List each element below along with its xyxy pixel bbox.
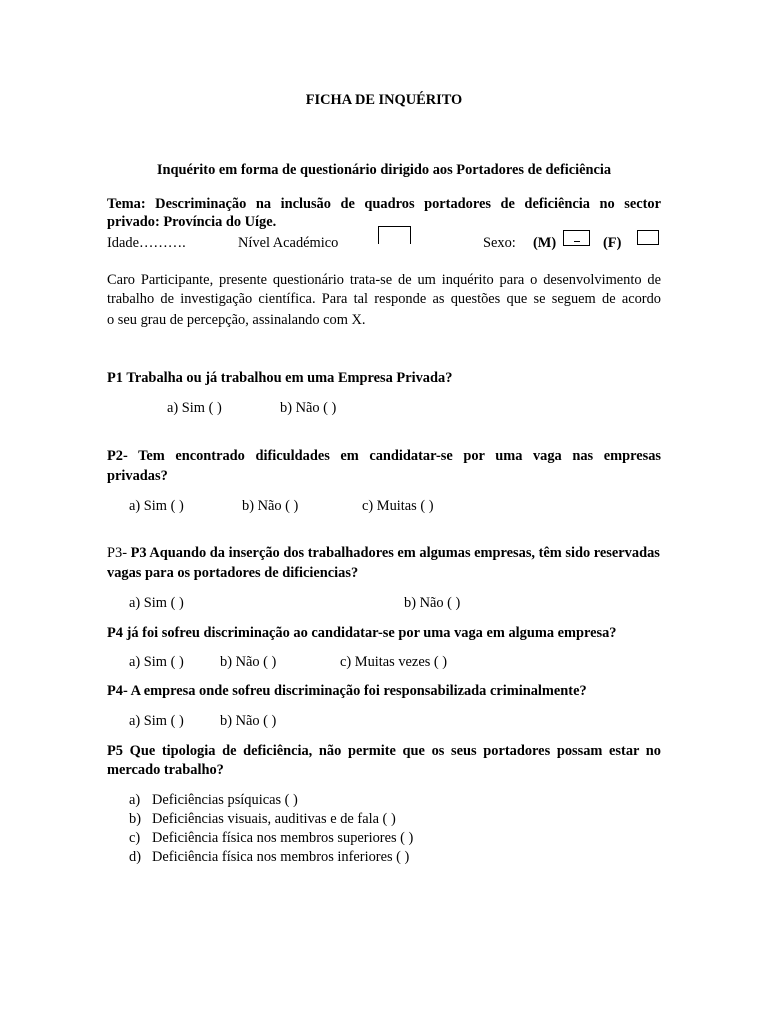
p3-question-text: P3 Aquando da inserção dos trabalhadores em algumas empresas, têm sido reservadas bbox=[130, 545, 660, 561]
female-checkbox[interactable] bbox=[637, 230, 659, 245]
p5-question-line-1: P5 Que tipologia de deficiência, não permite que os seus portadores possam estar no bbox=[107, 743, 661, 759]
nivel-academico-label: Nível Académico bbox=[238, 235, 339, 251]
p1-option-a[interactable]: a) Sim ( ) bbox=[167, 400, 222, 416]
p3-option-b[interactable]: b) Não ( ) bbox=[404, 595, 461, 611]
p5-option-d[interactable]: Deficiência física nos membros inferiores ( ) bbox=[152, 849, 410, 865]
p5-option-b[interactable]: Deficiências visuais, auditivas e de fala ( ) bbox=[152, 811, 396, 827]
p4a-option-b[interactable]: b) Não ( ) bbox=[220, 654, 277, 670]
p4a-question: P4 já foi sofreu discriminação ao candidatar-se por uma vaga em alguma empresa? bbox=[107, 625, 617, 641]
intro-line-1: Caro Participante, presente questionário trata-se de um inquérito para o desenvolvimento de bbox=[107, 272, 661, 288]
dash-mark bbox=[574, 241, 580, 242]
p4a-option-c[interactable]: c) Muitas vezes ( ) bbox=[340, 654, 448, 670]
intro-line-2: trabalho de investigação científica. Para tal responde as questões que se seguem de acordo bbox=[107, 291, 661, 307]
p2-option-a[interactable]: a) Sim ( ) bbox=[129, 498, 184, 514]
male-label: (M) bbox=[533, 235, 557, 251]
p3-question-line-2: vagas para os portadores de dificiencias? bbox=[107, 565, 359, 581]
p4b-option-a[interactable]: a) Sim ( ) bbox=[129, 713, 184, 729]
subtitle: Inquérito em forma de questionário dirigido aos Portadores de deficiência bbox=[156, 162, 612, 178]
p4b-option-b[interactable]: b) Não ( ) bbox=[220, 713, 277, 729]
tema-line-2: privado: Província do Uíge. bbox=[107, 214, 277, 230]
p5-option-a-marker: a) bbox=[129, 792, 141, 808]
sexo-label: Sexo: bbox=[483, 235, 516, 251]
p2-question-line-1: P2- Tem encontrado dificuldades em candidatar-se por uma vaga nas empresas bbox=[107, 448, 661, 464]
p5-option-a[interactable]: Deficiências psíquicas ( ) bbox=[152, 792, 298, 808]
p1-question: P1 Trabalha ou já trabalhou em uma Empresa Privada? bbox=[107, 370, 453, 386]
p5-option-c[interactable]: Deficiência física nos membros superiores ( ) bbox=[152, 830, 414, 846]
p4a-option-a[interactable]: a) Sim ( ) bbox=[129, 654, 184, 670]
p2-option-b[interactable]: b) Não ( ) bbox=[242, 498, 299, 514]
p5-option-c-marker: c) bbox=[129, 830, 141, 846]
p3-option-a[interactable]: a) Sim ( ) bbox=[129, 595, 184, 611]
p4b-question: P4- A empresa onde sofreu discriminação foi responsabilizada criminalmente? bbox=[107, 683, 587, 699]
male-checkbox[interactable] bbox=[563, 230, 590, 246]
page-title: FICHA DE INQUÉRITO bbox=[305, 92, 463, 108]
p1-option-b[interactable]: b) Não ( ) bbox=[280, 400, 337, 416]
p5-option-b-marker: b) bbox=[129, 811, 141, 827]
female-label: (F) bbox=[603, 235, 622, 251]
p5-option-d-marker: d) bbox=[129, 849, 141, 865]
intro-line-3: o seu grau de percepção, assinalando com X. bbox=[107, 312, 366, 328]
nivel-academico-checkbox[interactable] bbox=[378, 226, 411, 244]
p2-option-c[interactable]: c) Muitas ( ) bbox=[362, 498, 434, 514]
p2-question-line-2: privadas? bbox=[107, 468, 168, 484]
p3-question-line-1 bbox=[107, 544, 660, 563]
p3-prefix: P3- bbox=[107, 545, 131, 561]
tema-line-1: Tema: Descriminação na inclusão de quadros portadores de deficiência no sector bbox=[107, 196, 661, 212]
idade-field: Idade………. bbox=[107, 235, 186, 251]
p5-question-line-2: mercado trabalho? bbox=[107, 762, 224, 778]
